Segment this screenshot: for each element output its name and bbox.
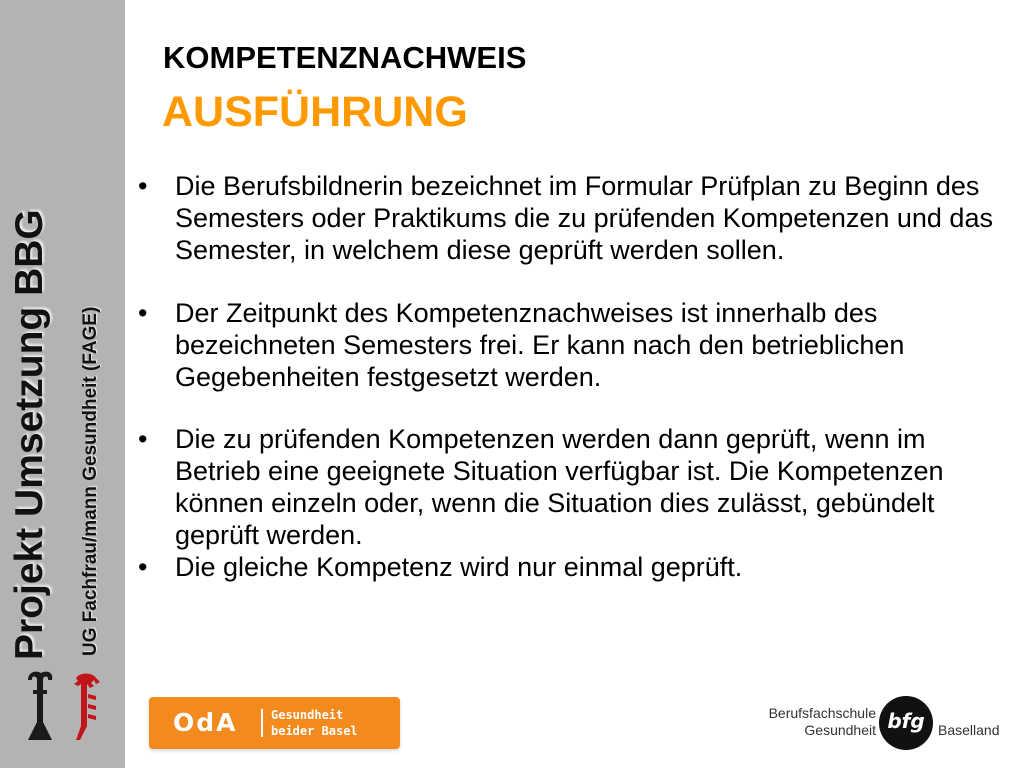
oda-logo	[149, 697, 400, 749]
oda-logo-separator	[261, 709, 263, 737]
oda-logo-line1: Gesundheit	[271, 708, 344, 722]
bullet-dot: •	[138, 552, 148, 582]
bfg-logo-text	[769, 705, 876, 739]
bullet-list	[138, 170, 1018, 583]
bfg-logo-mark	[879, 696, 933, 750]
oda-logo-line2: beider Basel	[271, 724, 358, 738]
sidebar	[0, 0, 125, 768]
bullet-item	[138, 170, 1018, 266]
basel-stadt-crest-icon	[22, 670, 60, 746]
bullet-text: Der Zeitpunkt des Kompetenznachweises ist innerhalb des bezeichneten Semesters frei. Er kann nach den betrieblichen Gegebenheiten festgesetzt werden.	[175, 298, 905, 392]
bfg-logo-mark-text: bfg	[887, 709, 925, 733]
bfg-logo-line2: Gesundheit	[804, 722, 876, 738]
bfg-logo-region: Baselland	[938, 722, 1000, 738]
slide-title: KOMPETENZNACHWEIS	[163, 40, 527, 75]
sidebar-subtitle: UG Fachfrau/mann Gesundheit (FAGE)	[80, 306, 101, 656]
bullet-dot: •	[138, 298, 148, 328]
bullet-item	[138, 423, 1018, 551]
bullet-item	[138, 297, 1018, 393]
bullet-item	[138, 551, 1018, 583]
sidebar-title: Projekt Umsetzung BBG	[8, 209, 51, 660]
bfg-logo-line1: Berufsfachschule	[768, 705, 876, 721]
bullet-text: Die gleiche Kompetenz wird nur einmal geprüft.	[175, 552, 743, 582]
bullet-dot: •	[138, 171, 148, 201]
bullet-text: Die zu prüfenden Kompetenzen werden dann geprüft, wenn im Betrieb eine geeignete Situation verfügbar ist. Die Kompetenzen können einzeln oder, wenn die Situation dies zulässt, gebündelt geprüft werden.	[175, 424, 944, 550]
slide-subtitle: AUSFÜHRUNG	[162, 88, 468, 136]
bullet-text: Die Berufsbildnerin bezeichnet im Formular Prüfplan zu Beginn des Semesters oder Praktikums die zu prüfenden Kompetenzen und das Semester, in welchem diese geprüft werden sollen.	[175, 171, 993, 265]
bullet-dot: •	[138, 424, 148, 454]
basel-land-crest-icon	[66, 670, 106, 746]
oda-logo-mark: OdA	[173, 708, 238, 737]
